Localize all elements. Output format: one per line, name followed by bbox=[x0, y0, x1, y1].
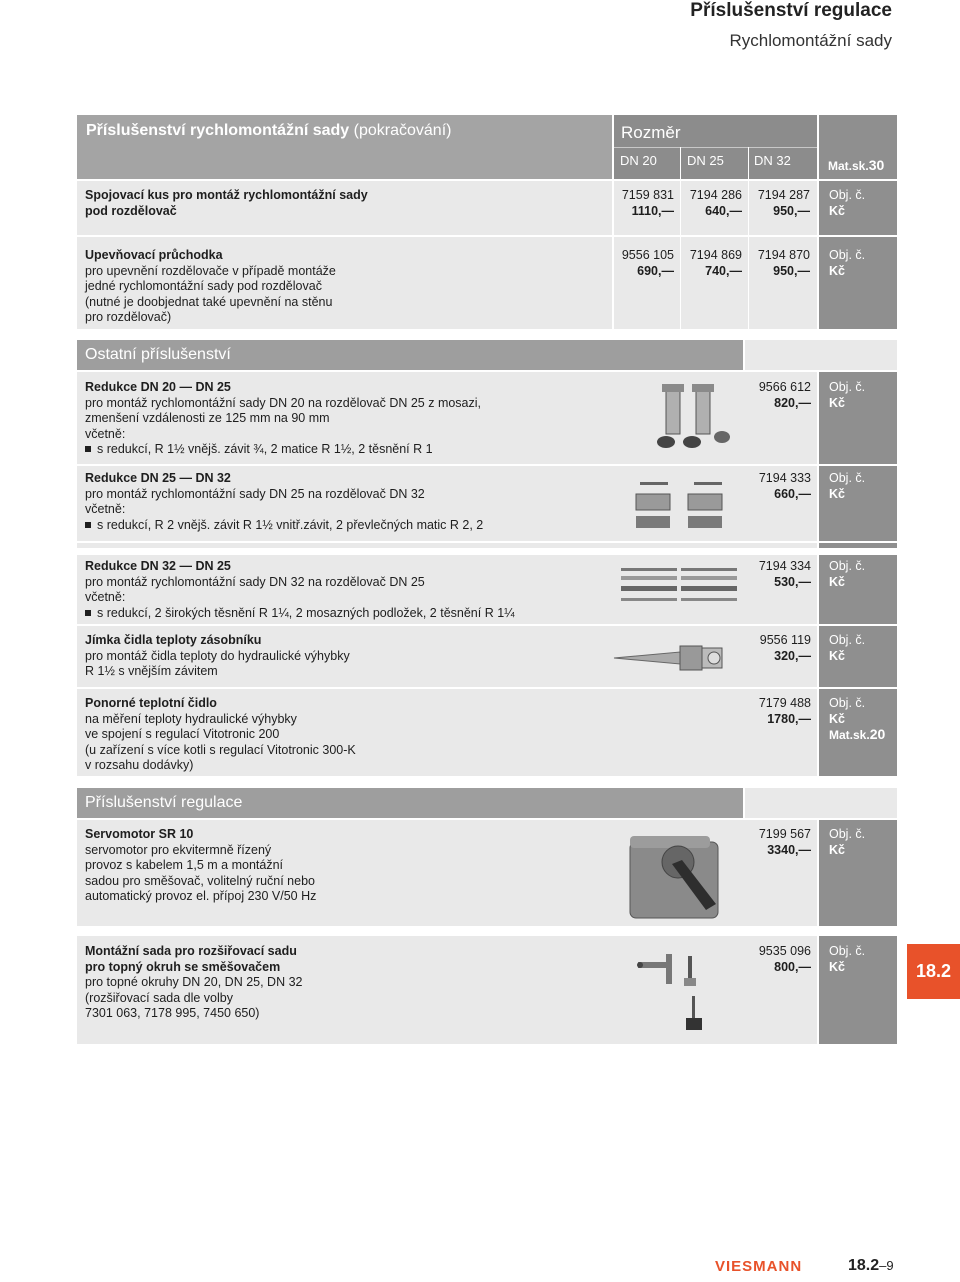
obj-label: Obj. č. Kč bbox=[829, 471, 866, 501]
obj-label: Obj. č. Kč bbox=[829, 248, 866, 278]
section-heading-other: Ostatní příslušenství bbox=[77, 340, 743, 370]
gaskets-image bbox=[615, 562, 745, 612]
order-code: 9535 096 800,— bbox=[758, 944, 811, 974]
obj-label: Obj. č. Kč Mat.sk.20 bbox=[829, 696, 886, 742]
reduction-fitting-image bbox=[652, 382, 742, 452]
sensor-well: Jímka čidla teploty zásobníku pro montáž čidla teploty do hydraulické výhybky R 1½ s vnějším závitem bbox=[85, 633, 350, 678]
section-heading-regulation: Příslušenství regulace bbox=[77, 788, 743, 818]
servomotor: Servomotor SR 10 servomotor pro ekvitermně řízený provoz s kabelem 1,5 m a montážní sadou pro směšovač, volitelný ruční nebo automatický provoz el. přípoj 230 V/50 Hz bbox=[85, 827, 317, 903]
mounting-kit: Montážní sada pro rozšiřovací sadu pro topný okruh se směšovačem pro topné okruhy DN 20, DN 25, DN 32 (rozšiřovací sada dle volby 7301 063, 7178 995, 7450 650) bbox=[85, 944, 303, 1020]
chapter-tab: 18.2 bbox=[907, 944, 960, 999]
obj-label: Obj. č. Kč bbox=[829, 188, 866, 218]
obj-label: Obj. č. Kč bbox=[829, 827, 866, 857]
order-code: 7194 333 660,— bbox=[758, 471, 811, 501]
size-label: Rozměr bbox=[621, 123, 681, 142]
order-code: 7199 567 3340,— bbox=[758, 827, 811, 857]
col-dn20: DN 20 bbox=[620, 153, 657, 168]
immersion-sensor: Ponorné teplotní čidlo na měření teploty hydraulické výhybky ve spojení s regulací Vitotronic 200 (u zařízení s více kotli s regulací Vitotronic 300-K v rozsahu dodávky) bbox=[85, 696, 356, 772]
code-cell: 7159 831 1110,— bbox=[621, 188, 674, 218]
reduction-parts-image bbox=[620, 474, 740, 534]
reduction-20-25: Redukce DN 20 — DN 25 pro montáž rychlomontážní sady DN 20 na rozdělovač DN 25 z mosazi, zmenšení vzdálenosti ze 125 mm na 90 mm včetně: s redukcí, R 1½ vnějš. závit ¾, 2 matice R 1½, 2 těsnění R 1 bbox=[85, 380, 482, 456]
code-cell: 7194 286 640,— bbox=[689, 188, 742, 218]
obj-label: Obj. č. Kč bbox=[829, 633, 866, 663]
mounting-kit-image bbox=[628, 944, 718, 1040]
order-code: 7179 488 1780,— bbox=[758, 696, 811, 726]
obj-label: Obj. č. Kč bbox=[829, 380, 866, 410]
col-dn32: DN 32 bbox=[754, 153, 791, 168]
code-cell: 7194 870 950,— bbox=[757, 248, 810, 278]
order-code: 9566 612 820,— bbox=[758, 380, 811, 410]
obj-column bbox=[819, 115, 897, 329]
obj-label: Obj. č. Kč bbox=[829, 944, 866, 974]
top-table-title: Příslušenství rychlomontážní sady (pokračování) bbox=[86, 122, 452, 139]
reduction-25-32: Redukce DN 25 — DN 32 pro montáž rychlomontážní sady DN 25 na rozdělovač DN 32 včetně: s redukcí, R 2 vnějš. závit R 1½ vnitř.závit, 2 převlečných matic R 2, 2 bbox=[85, 471, 484, 532]
row-connector-desc: Spojovací kus pro montáž rychlomontážní sady pod rozdělovač bbox=[85, 188, 368, 218]
code-cell: 7194 287 950,— bbox=[757, 188, 810, 218]
col-dn25: DN 25 bbox=[687, 153, 724, 168]
page-number: 18.2–9 bbox=[848, 1257, 894, 1274]
sensor-well-image bbox=[610, 636, 740, 680]
code-cell: 9556 105 690,— bbox=[621, 248, 674, 278]
order-code: 9556 119 320,— bbox=[759, 633, 811, 663]
viessmann-logo: VIESMANN bbox=[715, 1258, 803, 1275]
matsk-label: Mat.sk.30 bbox=[828, 157, 885, 173]
order-code: 7194 334 530,— bbox=[758, 559, 811, 589]
row-bracket-desc: Upevňovací průchodka pro upevnění rozdělovače v případě montáže jedné rychlomontážní sady pod rozdělovač (nutné je doobjednat také upevnění na stěnu pro rozdělovač) bbox=[85, 248, 336, 324]
page-subtitle: Rychlomontážní sady bbox=[729, 31, 892, 50]
code-cell: 7194 869 740,— bbox=[689, 248, 742, 278]
obj-label: Obj. č. Kč bbox=[829, 559, 866, 589]
page-title: Příslušenství regulace bbox=[690, 0, 892, 21]
servomotor-image bbox=[628, 828, 724, 922]
reduction-32-25: Redukce DN 32 — DN 25 pro montáž rychlomontážní sady DN 32 na rozdělovač DN 25 včetně: s redukcí, 2 širokých těsnění R 1¼, 2 mosazných podložek, 2 těsnění R 1¼ bbox=[85, 559, 515, 620]
